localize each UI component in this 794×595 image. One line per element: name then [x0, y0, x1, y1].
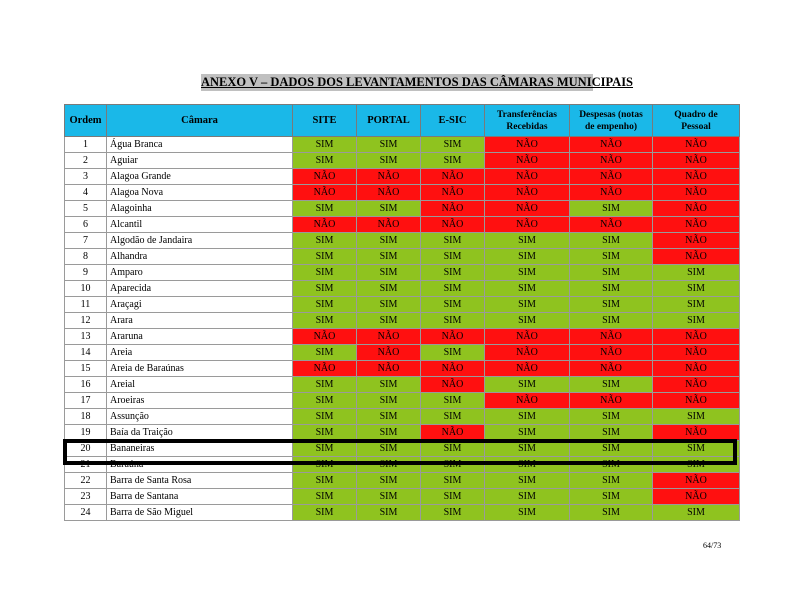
cell-portal: NÃO [357, 329, 421, 345]
cell-esic: SIM [421, 489, 485, 505]
cell-camara: Areial [107, 377, 293, 393]
cell-quadro-pessoal: NÃO [653, 489, 740, 505]
cell-site: NÃO [293, 185, 357, 201]
cell-esic: NÃO [421, 201, 485, 217]
cell-transferencias: NÃO [485, 345, 570, 361]
cell-esic: SIM [421, 457, 485, 473]
cell-quadro-pessoal: SIM [653, 441, 740, 457]
table-row [65, 457, 740, 473]
cell-camara: Areia [107, 345, 293, 361]
cell-quadro-pessoal: SIM [653, 281, 740, 297]
cell-site: SIM [293, 489, 357, 505]
cell-esic: SIM [421, 265, 485, 281]
cell-transferencias: SIM [485, 297, 570, 313]
cell-transferencias: SIM [485, 281, 570, 297]
cell-ordem: 1 [65, 137, 107, 153]
cell-despesas: NÃO [570, 361, 653, 377]
cell-quadro-pessoal: NÃO [653, 393, 740, 409]
table-row [65, 329, 740, 345]
cell-transferencias: SIM [485, 425, 570, 441]
cell-site: SIM [293, 473, 357, 489]
cell-site: NÃO [293, 169, 357, 185]
cell-ordem: 4 [65, 185, 107, 201]
cell-esic: SIM [421, 313, 485, 329]
cell-site: SIM [293, 297, 357, 313]
cell-camara: Alcantil [107, 217, 293, 233]
table-row [65, 361, 740, 377]
cell-site: SIM [293, 425, 357, 441]
table-row [65, 393, 740, 409]
cell-despesas: SIM [570, 265, 653, 281]
table-row [65, 297, 740, 313]
cell-portal: SIM [357, 313, 421, 329]
cell-despesas: SIM [570, 473, 653, 489]
cell-esic: NÃO [421, 217, 485, 233]
cell-portal: SIM [357, 457, 421, 473]
cell-portal: NÃO [357, 185, 421, 201]
cell-transferencias: NÃO [485, 185, 570, 201]
cell-transferencias: NÃO [485, 217, 570, 233]
cell-portal: SIM [357, 153, 421, 169]
cell-esic: SIM [421, 153, 485, 169]
cell-ordem: 14 [65, 345, 107, 361]
cell-despesas: SIM [570, 233, 653, 249]
cell-quadro-pessoal: NÃO [653, 473, 740, 489]
cell-ordem: 8 [65, 249, 107, 265]
table-row [65, 185, 740, 201]
table-row [65, 473, 740, 489]
cell-esic: NÃO [421, 169, 485, 185]
cell-esic: SIM [421, 473, 485, 489]
cell-despesas: SIM [570, 281, 653, 297]
cell-quadro-pessoal: NÃO [653, 233, 740, 249]
cell-camara: Alagoa Grande [107, 169, 293, 185]
table-row [65, 505, 740, 521]
table-row [65, 313, 740, 329]
cell-site: SIM [293, 153, 357, 169]
cell-site: SIM [293, 249, 357, 265]
cell-site: SIM [293, 457, 357, 473]
cell-camara: Água Branca [107, 137, 293, 153]
cell-esic: SIM [421, 297, 485, 313]
cell-transferencias: SIM [485, 313, 570, 329]
table-body [65, 137, 740, 521]
table-row [65, 217, 740, 233]
header-portal: PORTAL [357, 105, 421, 137]
table-row [65, 201, 740, 217]
cell-camara: Aparecida [107, 281, 293, 297]
cell-esic: SIM [421, 281, 485, 297]
cell-ordem: 6 [65, 217, 107, 233]
header-ordem: Ordem [65, 105, 107, 137]
cell-quadro-pessoal: SIM [653, 313, 740, 329]
cell-quadro-pessoal: SIM [653, 457, 740, 473]
cell-despesas: SIM [570, 313, 653, 329]
cell-transferencias: NÃO [485, 169, 570, 185]
cell-site: SIM [293, 233, 357, 249]
cell-portal: SIM [357, 505, 421, 521]
cell-despesas: NÃO [570, 185, 653, 201]
cell-portal: SIM [357, 297, 421, 313]
cell-esic: SIM [421, 393, 485, 409]
cell-portal: SIM [357, 201, 421, 217]
cell-despesas: NÃO [570, 393, 653, 409]
table-row [65, 249, 740, 265]
table-row [65, 233, 740, 249]
cell-ordem: 21 [65, 457, 107, 473]
cell-portal: SIM [357, 137, 421, 153]
cell-transferencias: SIM [485, 249, 570, 265]
cell-ordem: 20 [65, 441, 107, 457]
cell-quadro-pessoal: NÃO [653, 377, 740, 393]
cell-despesas: SIM [570, 249, 653, 265]
cell-portal: SIM [357, 409, 421, 425]
cell-despesas: SIM [570, 201, 653, 217]
cell-quadro-pessoal: SIM [653, 265, 740, 281]
table-row [65, 377, 740, 393]
header-quadro-line1: Quadro de [674, 109, 718, 120]
cell-transferencias: NÃO [485, 137, 570, 153]
cell-portal: SIM [357, 377, 421, 393]
cell-quadro-pessoal: NÃO [653, 201, 740, 217]
table-row [65, 169, 740, 185]
cell-transferencias: SIM [485, 457, 570, 473]
cell-esic: SIM [421, 137, 485, 153]
cell-site: SIM [293, 377, 357, 393]
cell-camara: Alagoinha [107, 201, 293, 217]
header-camara: Câmara [107, 105, 293, 137]
cell-esic: NÃO [421, 361, 485, 377]
cell-portal: SIM [357, 233, 421, 249]
cell-esic: SIM [421, 345, 485, 361]
cell-transferencias: NÃO [485, 393, 570, 409]
cell-despesas: NÃO [570, 329, 653, 345]
cell-site: NÃO [293, 329, 357, 345]
cell-portal: SIM [357, 473, 421, 489]
cell-despesas: NÃO [570, 169, 653, 185]
cell-despesas: SIM [570, 457, 653, 473]
cell-ordem: 24 [65, 505, 107, 521]
cell-site: SIM [293, 505, 357, 521]
cell-transferencias: SIM [485, 409, 570, 425]
table-row [65, 441, 740, 457]
cell-site: SIM [293, 313, 357, 329]
page-number: 64/73 [703, 541, 722, 550]
cell-ordem: 17 [65, 393, 107, 409]
cell-despesas: SIM [570, 441, 653, 457]
cell-transferencias: NÃO [485, 329, 570, 345]
cell-ordem: 9 [65, 265, 107, 281]
cell-esic: SIM [421, 441, 485, 457]
cell-esic: NÃO [421, 185, 485, 201]
cell-camara: Aguiar [107, 153, 293, 169]
cell-portal: NÃO [357, 361, 421, 377]
cell-esic: SIM [421, 233, 485, 249]
cell-ordem: 7 [65, 233, 107, 249]
table-row [65, 153, 740, 169]
header-quadro-pessoal [653, 105, 740, 137]
cell-camara: Alhandra [107, 249, 293, 265]
table-row [65, 281, 740, 297]
cell-site: NÃO [293, 361, 357, 377]
table-row [65, 425, 740, 441]
cell-camara: Aroeiras [107, 393, 293, 409]
cell-ordem: 12 [65, 313, 107, 329]
header-quadro-line2: Pessoal [681, 121, 711, 132]
cell-transferencias: SIM [485, 505, 570, 521]
cell-portal: NÃO [357, 217, 421, 233]
cell-site: SIM [293, 265, 357, 281]
cell-esic: NÃO [421, 425, 485, 441]
cell-ordem: 15 [65, 361, 107, 377]
cell-quadro-pessoal: NÃO [653, 185, 740, 201]
cell-portal: SIM [357, 489, 421, 505]
cell-camara: Barra de Santa Rosa [107, 473, 293, 489]
cell-despesas: SIM [570, 489, 653, 505]
table-row [65, 345, 740, 361]
table-row [65, 489, 740, 505]
cell-portal: SIM [357, 393, 421, 409]
cell-portal: SIM [357, 441, 421, 457]
table-header-row [65, 105, 740, 137]
cell-camara: Alagoa Nova [107, 185, 293, 201]
cell-portal: SIM [357, 281, 421, 297]
cell-ordem: 16 [65, 377, 107, 393]
cell-esic: NÃO [421, 329, 485, 345]
cell-quadro-pessoal: SIM [653, 297, 740, 313]
cell-transferencias: SIM [485, 233, 570, 249]
cell-site: SIM [293, 441, 357, 457]
cell-camara: Amparo [107, 265, 293, 281]
cell-transferencias: SIM [485, 473, 570, 489]
cell-site: SIM [293, 409, 357, 425]
cell-camara: Areia de Baraúnas [107, 361, 293, 377]
cell-transferencias: SIM [485, 441, 570, 457]
cell-camara: Araruna [107, 329, 293, 345]
cell-quadro-pessoal: SIM [653, 409, 740, 425]
cell-despesas: NÃO [570, 217, 653, 233]
cell-ordem: 3 [65, 169, 107, 185]
cell-quadro-pessoal: NÃO [653, 345, 740, 361]
cell-portal: SIM [357, 265, 421, 281]
cell-site: SIM [293, 137, 357, 153]
cell-camara: Baraúna [107, 457, 293, 473]
cell-camara: Barra de Santana [107, 489, 293, 505]
cell-quadro-pessoal: NÃO [653, 425, 740, 441]
table-row [65, 265, 740, 281]
cell-transferencias: SIM [485, 489, 570, 505]
cell-quadro-pessoal: NÃO [653, 137, 740, 153]
cell-camara: Barra de São Miguel [107, 505, 293, 521]
cell-camara: Arara [107, 313, 293, 329]
cell-ordem: 5 [65, 201, 107, 217]
camaras-table [64, 104, 740, 521]
cell-portal: NÃO [357, 345, 421, 361]
cell-camara: Baía da Traição [107, 425, 293, 441]
header-site: SITE [293, 105, 357, 137]
cell-site: SIM [293, 345, 357, 361]
cell-quadro-pessoal: NÃO [653, 153, 740, 169]
header-transferencias-line2: Recebidas [506, 121, 548, 132]
header-esic: E-SIC [421, 105, 485, 137]
cell-ordem: 18 [65, 409, 107, 425]
cell-ordem: 22 [65, 473, 107, 489]
cell-despesas: SIM [570, 409, 653, 425]
table-row [65, 409, 740, 425]
cell-site: SIM [293, 393, 357, 409]
cell-transferencias: NÃO [485, 361, 570, 377]
cell-quadro-pessoal: SIM [653, 505, 740, 521]
cell-esic: SIM [421, 409, 485, 425]
cell-despesas: SIM [570, 377, 653, 393]
cell-esic: SIM [421, 249, 485, 265]
cell-site: NÃO [293, 217, 357, 233]
cell-camara: Assunção [107, 409, 293, 425]
cell-despesas: NÃO [570, 345, 653, 361]
cell-despesas: SIM [570, 297, 653, 313]
cell-ordem: 10 [65, 281, 107, 297]
cell-transferencias: SIM [485, 265, 570, 281]
cell-transferencias: NÃO [485, 153, 570, 169]
cell-ordem: 2 [65, 153, 107, 169]
cell-esic: SIM [421, 505, 485, 521]
page-title: ANEXO V – DADOS DOS LEVANTAMENTOS DAS CÂMARAS MUNICIPAIS [201, 75, 634, 89]
header-transferencias [485, 105, 570, 137]
cell-quadro-pessoal: NÃO [653, 249, 740, 265]
cell-portal: SIM [357, 425, 421, 441]
cell-ordem: 19 [65, 425, 107, 441]
cell-portal: SIM [357, 249, 421, 265]
cell-quadro-pessoal: NÃO [653, 361, 740, 377]
header-despesas-line1: Despesas (notas [579, 109, 643, 120]
cell-quadro-pessoal: NÃO [653, 169, 740, 185]
cell-transferencias: NÃO [485, 201, 570, 217]
cell-despesas: SIM [570, 505, 653, 521]
cell-camara: Bananeiras [107, 441, 293, 457]
header-transferencias-line1: Transferências [497, 109, 557, 120]
cell-portal: NÃO [357, 169, 421, 185]
cell-esic: NÃO [421, 377, 485, 393]
header-despesas [570, 105, 653, 137]
cell-transferencias: SIM [485, 377, 570, 393]
cell-despesas: NÃO [570, 137, 653, 153]
cell-ordem: 13 [65, 329, 107, 345]
cell-site: SIM [293, 201, 357, 217]
cell-camara: Araçagi [107, 297, 293, 313]
cell-ordem: 23 [65, 489, 107, 505]
cell-camara: Algodão de Jandaira [107, 233, 293, 249]
cell-quadro-pessoal: NÃO [653, 329, 740, 345]
table-row [65, 137, 740, 153]
cell-despesas: SIM [570, 425, 653, 441]
header-despesas-line2: de empenho) [585, 121, 637, 132]
cell-site: SIM [293, 281, 357, 297]
cell-ordem: 11 [65, 297, 107, 313]
cell-quadro-pessoal: NÃO [653, 217, 740, 233]
cell-despesas: NÃO [570, 153, 653, 169]
